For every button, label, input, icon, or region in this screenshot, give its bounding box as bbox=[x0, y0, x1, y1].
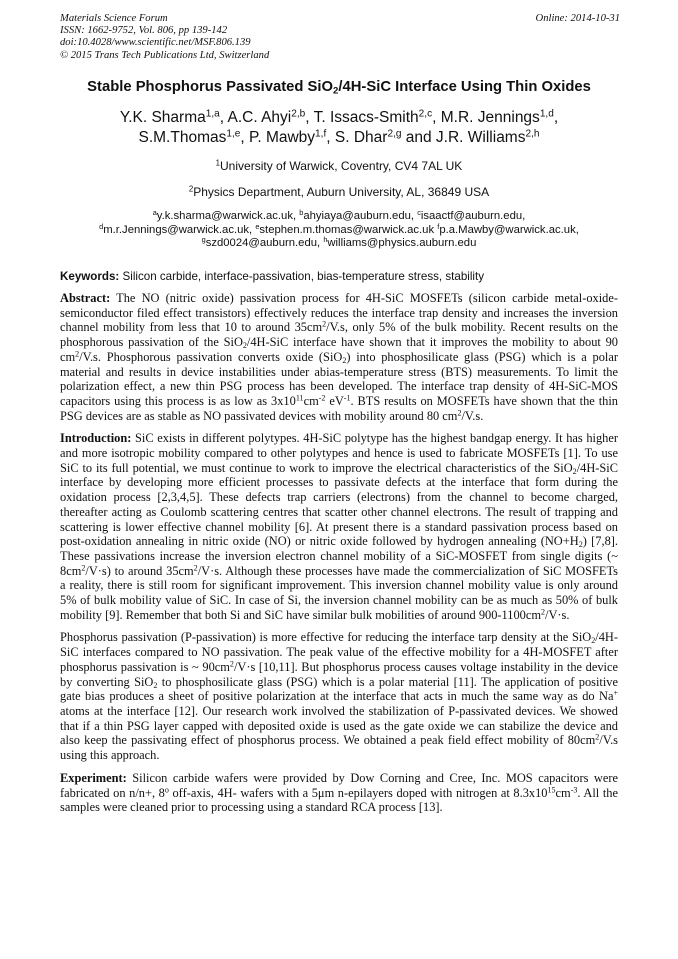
keywords-text: Silicon carbide, interface-passivation, bias-temperature stress, stability bbox=[122, 270, 485, 283]
email[interactable]: $^g$szd0024@auburn.edu bbox=[201, 235, 318, 250]
author: A.C. Ahyi$^{2,b}$ bbox=[227, 108, 306, 126]
online-date: Online: 2014-10-31 bbox=[535, 13, 620, 24]
author: T. Issacs-Smith$^{2,c}$ bbox=[313, 108, 433, 126]
abstract-label: Abstract: bbox=[60, 291, 111, 305]
email[interactable]: $^e$stephen.m.thomas@warwick.ac.uk bbox=[255, 221, 435, 236]
passivation-paragraph: Phosphorus passivation (P-passivation) is more effective for reducing the interface tarp density at the SiO$_2$/4H-SiC interfaces compared to NO passivation. The peak value of the effective mobility for a 4H-MOSFET after phosphorus passivation is ~ $90cm^2/V\cdot s$ [10,11]. But phosphorus process causes voltage instability in the device by converting SiO$_2$ to phosphosilicate glass (PSG) which is a polar material [11]. The application of positive gate bias produces a sheet of positive polarization at the interface that acts in much the same way as do Na+ atoms at the interface [12]. Our research work involved the stabilization of P-passivated devices. We showed that if a thin PSG layer capped with deposited oxide is used as the gate oxide we can stabilize the device and also keep the passivating effect of phosphorus process. We obtained a peak field effect mobility of $80cm^2/V.s$ using this approach. bbox=[60, 630, 619, 763]
affiliation-warwick: $^1$University of Warwick, Coventry, CV4 7AL UK bbox=[215, 158, 463, 173]
affiliation-auburn: $^2$Physics Department, Auburn University, AL, 36849 USA bbox=[188, 184, 490, 199]
doi-line: doi:10.4028/www.scientific.net/MSF.806.139 bbox=[60, 37, 251, 49]
email[interactable]: $^b$ahyiaya@auburn.edu bbox=[299, 207, 411, 222]
experiment-label: Experiment: bbox=[60, 770, 127, 785]
author: M.R. Jennings$^{1,d}$ bbox=[440, 108, 554, 126]
paper-title: Stable Phosphorus Passivated SiO$_2$/4H-SiC Interface Using Thin Oxides bbox=[87, 79, 591, 97]
author: S.M.Thomas$^{1,e}$ bbox=[138, 128, 241, 146]
paper-body bbox=[60, 291, 618, 821]
email-list: $^a$y.k.sharma@warwick.ac.uk, $^b$ahyiaya@auburn.edu, $^c$isaactf@auburn.edu, $^d$m.r.Jennings@warwick.ac.uk, $^e$stephen.m.thomas@warwick.ac.uk $^f$p.a.Mawby@warwick.ac.uk, $^g$szd0024@auburn.edu, $^h$williams@physics.auburn.edu bbox=[99, 207, 579, 250]
keywords-label: Keywords: bbox=[60, 270, 120, 283]
issn-line: ISSN: 1662-9752, Vol. 806, pp 139-142 bbox=[60, 25, 228, 37]
abstract-paragraph: Abstract: The NO (nitric oxide) passivation process for 4H-SiC MOSFETs (silicon carbide metal-oxide-semiconductor filed effect transistors) effectively reduces the interface trap density and increases the inversion channel mobility from less that 10 to around $35cm^2/V.s$, only 5% of the bulk mobility. Recent results on the phosphorous passivation of the SiO$_2$/4H-SiC interface have shown that it improves the mobility to about 90 $cm^2/V.s$. Phosphorous passivation converts oxide (SiO$_2$) into phosphosilicate glass (PSG) which is a polar material and results in device instabilities under abias-temperature stress (BTS) measurements. To limit the polarization effect, a new thin PSG process has been developed. The interface trap density of 4H-SiC-MOS capacitors using this process is as low as $3x10^{11}cm^{-2}$ $eV^{-1}$. BTS results on MOSFETs have shown that the thin PSG devices are as stable as NO passivated devices with mobility around 80 $cm^2/V.s$. bbox=[60, 291, 618, 423]
journal-name: Materials Science Forum bbox=[60, 13, 168, 24]
email[interactable]: $^h$williams@physics.auburn.edu bbox=[323, 235, 477, 250]
email[interactable]: $^d$m.r.Jennings@warwick.ac.uk bbox=[99, 221, 250, 236]
journal-header bbox=[60, 13, 620, 62]
introduction-paragraph: Introduction: SiC exists in different polytypes. 4H-SiC polytype has the highest bandgap energy. It has higher and more isotropic mobility compared to other polytypes and hence is used to fabricate MOSFETs [1]. To use SiC to its full potential, we must continue to work to improve the electrical characteristics of the SiO$_2$/4H-SiC interface by developing more efficient processes to passivate defects at the interface that form during the oxidation process [2,3,4,5]. These defects trap carriers (electrons) from the channel to become charged, thereafter acting as Coulomb scattering centres that scatter other channel electrons. The result of trapping and scattering is lower effective channel mobility [6]. At present there is a standard passivation process based on post-oxidation annealing in nitric oxide (NO) or nitric oxide followed by hydrogen annealing $(NO+H_2)$ [7,8]. These passivations increase the inversion electron channel mobility of a SiC-MOSFET from single digits (~ $8cm^2/V\cdot s$) to around $35cm^2/V\cdot s$. Although these processes have made the commercialization of SiC MOSFETs a reality, there is still room for significant improvement. This inversion channel mobility value is only around 5% of bulk mobility value of SiC. In case of Si, the inversion channel mobility can be as much as 50% of bulk mobility [9]. Remember that both Si and SiC have similar bulk mobilities of around $900-1100cm^2/V\cdot s$. bbox=[60, 431, 619, 622]
introduction-label: Introduction: bbox=[60, 431, 132, 446]
email[interactable]: $^f$p.a.Mawby@warwick.ac.uk bbox=[437, 221, 576, 236]
email[interactable]: $^a$y.k.sharma@warwick.ac.uk bbox=[152, 207, 293, 222]
email[interactable]: $^c$isaactf@auburn.edu bbox=[417, 207, 523, 222]
author-list: Y.K. Sharma$^{1,a}$, A.C. Ahyi$^{2,b}$, T. Issacs-Smith$^{2,c}$, M.R. Jennings$^{1,d}$, S.M.Thomas$^{1,e}$, P. Mawby$^{1,f}$, S. Dhar$^{2,g}$ and J.R. Williams$^{2,h}$ bbox=[119, 108, 559, 146]
author: S. Dhar$^{2,g}$ bbox=[334, 128, 402, 146]
experiment-paragraph: Experiment: Silicon carbide wafers were provided by Dow Corning and Cree, Inc. MOS capacitors were fabricated on n/n+, 8$^o$ off-axis, 4H- wafers with a 5μm n-epilayers doped with nitrogen at $8.3x10^{15}cm^{-3}$. All the samples were cleaned prior to processing using a standard RCA process [13]. bbox=[60, 770, 618, 815]
author: P. Mawby$^{1,f}$ bbox=[248, 128, 327, 146]
author: J.R. Williams$^{2,h}$ bbox=[435, 128, 540, 146]
keywords bbox=[60, 270, 620, 283]
author: Y.K. Sharma$^{1,a}$ bbox=[119, 108, 220, 126]
copyright-line: © 2015 Trans Tech Publications Ltd, Switzerland bbox=[60, 49, 270, 61]
